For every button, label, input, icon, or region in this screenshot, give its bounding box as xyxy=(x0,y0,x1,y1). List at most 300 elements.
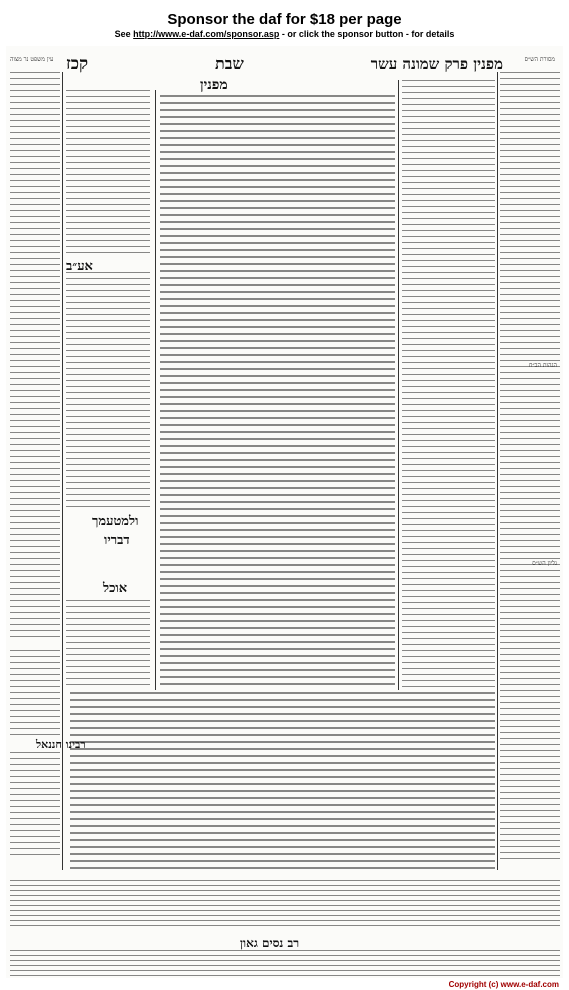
text-line xyxy=(402,380,495,381)
text-line xyxy=(500,126,560,127)
text-line xyxy=(402,110,495,111)
text-line xyxy=(10,390,60,391)
text-line xyxy=(500,738,560,739)
text-line xyxy=(66,210,150,211)
margin-label-hagahot: הגהות הב״ח xyxy=(528,362,557,369)
text-line xyxy=(10,126,60,127)
text-line xyxy=(10,612,60,613)
text-line xyxy=(500,180,560,181)
sponsor-url-link[interactable]: http://www.e-daf.com/sponsor.asp xyxy=(133,29,280,39)
text-line xyxy=(160,172,395,174)
text-line xyxy=(500,636,560,637)
text-line xyxy=(402,524,495,525)
text-line xyxy=(10,234,60,235)
text-line xyxy=(500,522,560,523)
text-line xyxy=(500,462,560,463)
text-line xyxy=(500,324,560,325)
text-line xyxy=(160,277,395,279)
text-line xyxy=(66,240,150,241)
text-line xyxy=(500,750,560,751)
text-line xyxy=(10,528,60,529)
banner-link-suffix: - or click the sponsor button - for details xyxy=(279,29,455,39)
banner-link-line[interactable] xyxy=(0,28,569,40)
text-line xyxy=(500,270,560,271)
text-line xyxy=(10,812,60,813)
text-line xyxy=(10,510,60,511)
text-line xyxy=(402,206,495,207)
text-line xyxy=(500,144,560,145)
text-line xyxy=(402,302,495,303)
text-line xyxy=(10,222,60,223)
text-line xyxy=(160,515,395,517)
text-line xyxy=(10,624,60,625)
text-line xyxy=(402,434,495,435)
text-line xyxy=(10,342,60,343)
text-line xyxy=(402,464,495,465)
text-line xyxy=(66,246,150,247)
text-line xyxy=(10,240,60,241)
text-line xyxy=(500,510,560,511)
text-line xyxy=(160,158,395,160)
heading-main-start: מפנין xyxy=(200,77,228,93)
text-line xyxy=(66,284,150,285)
text-line xyxy=(500,828,560,829)
text-line xyxy=(402,158,495,159)
text-line xyxy=(500,222,560,223)
text-line xyxy=(66,416,150,417)
text-line xyxy=(402,422,495,423)
text-line xyxy=(10,474,60,475)
text-line xyxy=(66,404,150,405)
text-line xyxy=(500,252,560,253)
text-line xyxy=(70,797,495,799)
text-line xyxy=(10,900,560,901)
text-line xyxy=(160,641,395,643)
text-line xyxy=(10,920,560,921)
banner-link-prefix: See xyxy=(114,29,134,39)
text-line xyxy=(10,842,60,843)
text-line xyxy=(10,752,60,753)
text-line xyxy=(160,340,395,342)
text-line xyxy=(10,960,560,961)
text-line xyxy=(160,396,395,398)
text-line xyxy=(10,692,60,693)
text-line xyxy=(160,102,395,104)
text-line xyxy=(66,278,150,279)
text-line xyxy=(160,123,395,125)
heading-devarav: דבריו xyxy=(104,533,130,548)
text-line xyxy=(500,720,560,721)
text-line xyxy=(66,96,150,97)
text-line xyxy=(66,368,150,369)
text-line xyxy=(10,650,60,651)
text-line xyxy=(500,816,560,817)
copyright-notice[interactable]: Copyright (c) www.e-daf.com xyxy=(448,980,559,989)
text-line xyxy=(160,452,395,454)
text-line xyxy=(10,656,60,657)
text-line xyxy=(402,212,495,213)
text-line xyxy=(500,660,560,661)
text-line xyxy=(402,428,495,429)
text-line xyxy=(402,200,495,201)
text-line xyxy=(500,684,560,685)
text-line xyxy=(500,342,560,343)
text-line xyxy=(66,108,150,109)
margin-label-right: מסורת הש״ס xyxy=(524,56,555,63)
text-line xyxy=(70,839,495,841)
text-line xyxy=(10,204,60,205)
text-line xyxy=(500,216,560,217)
text-line xyxy=(160,529,395,531)
text-line xyxy=(500,360,560,361)
text-line xyxy=(66,314,150,315)
text-line xyxy=(10,294,60,295)
column-rule xyxy=(62,72,63,870)
text-line xyxy=(402,278,495,279)
text-line xyxy=(500,408,560,409)
text-line xyxy=(66,186,150,187)
text-line xyxy=(402,92,495,93)
text-line xyxy=(10,150,60,151)
text-line xyxy=(66,344,150,345)
text-line xyxy=(500,78,560,79)
text-line xyxy=(70,832,495,834)
text-line xyxy=(500,504,560,505)
text-line xyxy=(402,254,495,255)
text-line xyxy=(402,386,495,387)
text-line xyxy=(160,592,395,594)
text-line xyxy=(66,398,150,399)
text-line xyxy=(10,636,60,637)
text-line xyxy=(70,867,495,869)
text-line xyxy=(10,378,60,379)
text-line xyxy=(66,174,150,175)
text-line xyxy=(66,374,150,375)
text-line xyxy=(10,498,60,499)
text-line xyxy=(10,540,60,541)
text-line xyxy=(500,570,560,571)
text-line xyxy=(402,560,495,561)
text-line xyxy=(70,713,495,715)
text-line xyxy=(160,445,395,447)
text-line xyxy=(66,410,150,411)
text-line xyxy=(402,404,495,405)
text-line xyxy=(500,384,560,385)
margin-label-left: עין משפט נר מצוה xyxy=(10,56,54,63)
text-line xyxy=(10,728,60,729)
text-line xyxy=(402,152,495,153)
text-line xyxy=(10,198,60,199)
text-line xyxy=(160,312,395,314)
text-line xyxy=(10,72,60,73)
heading-aleph: אע״ב xyxy=(66,259,93,274)
heading-ulmitamach: ולמטעמך xyxy=(92,514,139,529)
text-line xyxy=(402,506,495,507)
text-line xyxy=(10,156,60,157)
text-line xyxy=(160,389,395,391)
text-line xyxy=(500,312,560,313)
text-line xyxy=(500,786,560,787)
text-line xyxy=(500,678,560,679)
text-line xyxy=(10,246,60,247)
text-line xyxy=(10,210,60,211)
text-line xyxy=(10,132,60,133)
text-line xyxy=(402,194,495,195)
text-line xyxy=(10,582,60,583)
text-line xyxy=(10,384,60,385)
text-line xyxy=(66,434,150,435)
text-line xyxy=(160,95,395,97)
text-line xyxy=(402,452,495,453)
text-line xyxy=(66,332,150,333)
text-line xyxy=(402,650,495,651)
text-line xyxy=(160,186,395,188)
text-line xyxy=(66,290,150,291)
text-line xyxy=(160,242,395,244)
column-rule xyxy=(155,90,156,690)
text-line xyxy=(500,486,560,487)
text-line xyxy=(66,386,150,387)
banner-title[interactable]: Sponsor the daf for $18 per page xyxy=(167,11,402,28)
text-line xyxy=(500,390,560,391)
text-line xyxy=(500,288,560,289)
text-line xyxy=(402,458,495,459)
text-line xyxy=(10,588,60,589)
text-line xyxy=(402,332,495,333)
text-line xyxy=(66,428,150,429)
text-line xyxy=(160,438,395,440)
text-line xyxy=(500,702,560,703)
text-line xyxy=(10,354,60,355)
text-line xyxy=(70,825,495,827)
text-line xyxy=(10,662,60,663)
text-line xyxy=(10,806,60,807)
text-line xyxy=(10,258,60,259)
text-line xyxy=(402,248,495,249)
text-line xyxy=(160,564,395,566)
text-line xyxy=(402,584,495,585)
text-line xyxy=(500,654,560,655)
text-line xyxy=(10,402,60,403)
text-line xyxy=(10,606,60,607)
text-line xyxy=(500,420,560,421)
text-line xyxy=(500,318,560,319)
header-tractate: שבת xyxy=(215,54,244,73)
text-line xyxy=(500,198,560,199)
text-line xyxy=(10,854,60,855)
text-line xyxy=(160,627,395,629)
text-line xyxy=(10,722,60,723)
text-line xyxy=(66,422,150,423)
text-line xyxy=(66,672,150,673)
text-line xyxy=(402,476,495,477)
text-line xyxy=(10,450,60,451)
text-line xyxy=(160,648,395,650)
text-line xyxy=(500,558,560,559)
text-line xyxy=(402,344,495,345)
text-line xyxy=(66,192,150,193)
sponsor-banner[interactable] xyxy=(0,0,569,46)
text-line xyxy=(160,305,395,307)
text-line xyxy=(160,200,395,202)
text-line xyxy=(10,558,60,559)
text-line xyxy=(160,459,395,461)
text-line xyxy=(10,680,60,681)
text-line xyxy=(160,634,395,636)
text-line xyxy=(160,256,395,258)
text-line xyxy=(10,174,60,175)
text-line xyxy=(402,656,495,657)
text-line xyxy=(402,482,495,483)
text-line xyxy=(500,150,560,151)
text-line xyxy=(66,114,150,115)
text-line xyxy=(402,470,495,471)
text-line xyxy=(500,246,560,247)
text-line xyxy=(66,654,150,655)
text-line xyxy=(160,410,395,412)
text-line xyxy=(10,764,60,765)
text-line xyxy=(10,890,560,891)
text-line xyxy=(500,240,560,241)
text-line xyxy=(10,114,60,115)
text-line xyxy=(66,126,150,127)
text-line xyxy=(10,396,60,397)
text-line xyxy=(66,162,150,163)
text-line xyxy=(160,144,395,146)
text-line xyxy=(66,380,150,381)
text-line xyxy=(10,462,60,463)
text-line xyxy=(500,822,560,823)
text-line xyxy=(500,438,560,439)
text-line xyxy=(402,512,495,513)
text-line xyxy=(70,853,495,855)
text-line xyxy=(500,672,560,673)
text-line xyxy=(10,486,60,487)
text-line xyxy=(402,596,495,597)
text-line xyxy=(10,824,60,825)
text-line xyxy=(160,543,395,545)
text-line xyxy=(10,348,60,349)
text-line xyxy=(402,272,495,273)
text-line xyxy=(160,207,395,209)
heading-rabbeinu-chananel: רבינו חננאל xyxy=(36,738,86,751)
text-line xyxy=(402,170,495,171)
text-line xyxy=(500,492,560,493)
text-line xyxy=(160,333,395,335)
text-line xyxy=(160,417,395,419)
text-line xyxy=(500,156,560,157)
text-line xyxy=(160,550,395,552)
text-line xyxy=(500,588,560,589)
text-line xyxy=(402,638,495,639)
text-line xyxy=(500,618,560,619)
text-line xyxy=(402,116,495,117)
text-line xyxy=(10,734,60,735)
text-line xyxy=(70,755,495,757)
text-line xyxy=(500,534,560,535)
text-line xyxy=(500,858,560,859)
text-line xyxy=(402,680,495,681)
text-line xyxy=(160,494,395,496)
text-line xyxy=(10,594,60,595)
heading-ochel: אוכל xyxy=(103,581,128,596)
text-line xyxy=(500,810,560,811)
text-line xyxy=(500,444,560,445)
text-line xyxy=(10,492,60,493)
text-line xyxy=(402,608,495,609)
text-line xyxy=(160,571,395,573)
text-line xyxy=(160,249,395,251)
text-line xyxy=(70,818,495,820)
text-line xyxy=(500,600,560,601)
column-rule xyxy=(398,80,399,690)
text-line xyxy=(10,324,60,325)
text-line xyxy=(70,811,495,813)
text-line xyxy=(66,144,150,145)
text-line xyxy=(160,662,395,664)
text-line xyxy=(500,480,560,481)
text-line xyxy=(66,624,150,625)
text-line xyxy=(500,840,560,841)
text-line xyxy=(160,270,395,272)
text-line xyxy=(66,338,150,339)
text-line xyxy=(500,696,560,697)
text-line xyxy=(10,895,560,896)
text-line xyxy=(402,266,495,267)
text-line xyxy=(10,102,60,103)
text-line xyxy=(10,318,60,319)
text-line xyxy=(70,769,495,771)
text-line xyxy=(66,296,150,297)
text-line xyxy=(10,522,60,523)
text-line xyxy=(66,500,150,501)
text-line xyxy=(70,720,495,722)
text-line xyxy=(66,482,150,483)
text-line xyxy=(70,776,495,778)
text-line xyxy=(500,612,560,613)
text-line xyxy=(160,508,395,510)
text-line xyxy=(160,620,395,622)
text-line xyxy=(66,440,150,441)
text-line xyxy=(10,576,60,577)
text-line xyxy=(66,302,150,303)
text-line xyxy=(500,306,560,307)
text-line xyxy=(10,836,60,837)
text-line xyxy=(500,138,560,139)
text-line xyxy=(10,788,60,789)
text-line xyxy=(402,140,495,141)
text-line xyxy=(66,630,150,631)
text-line xyxy=(402,188,495,189)
text-line xyxy=(500,624,560,625)
text-line xyxy=(160,375,395,377)
text-line xyxy=(66,392,150,393)
text-line xyxy=(66,648,150,649)
text-line xyxy=(160,165,395,167)
text-line xyxy=(10,90,60,91)
text-line xyxy=(500,348,560,349)
text-line xyxy=(66,350,150,351)
text-line xyxy=(10,336,60,337)
text-line xyxy=(500,276,560,277)
text-line xyxy=(66,446,150,447)
page-header xyxy=(6,50,563,74)
text-line xyxy=(500,120,560,121)
text-line xyxy=(500,330,560,331)
text-line xyxy=(10,366,60,367)
text-line xyxy=(160,319,395,321)
text-line xyxy=(66,684,150,685)
